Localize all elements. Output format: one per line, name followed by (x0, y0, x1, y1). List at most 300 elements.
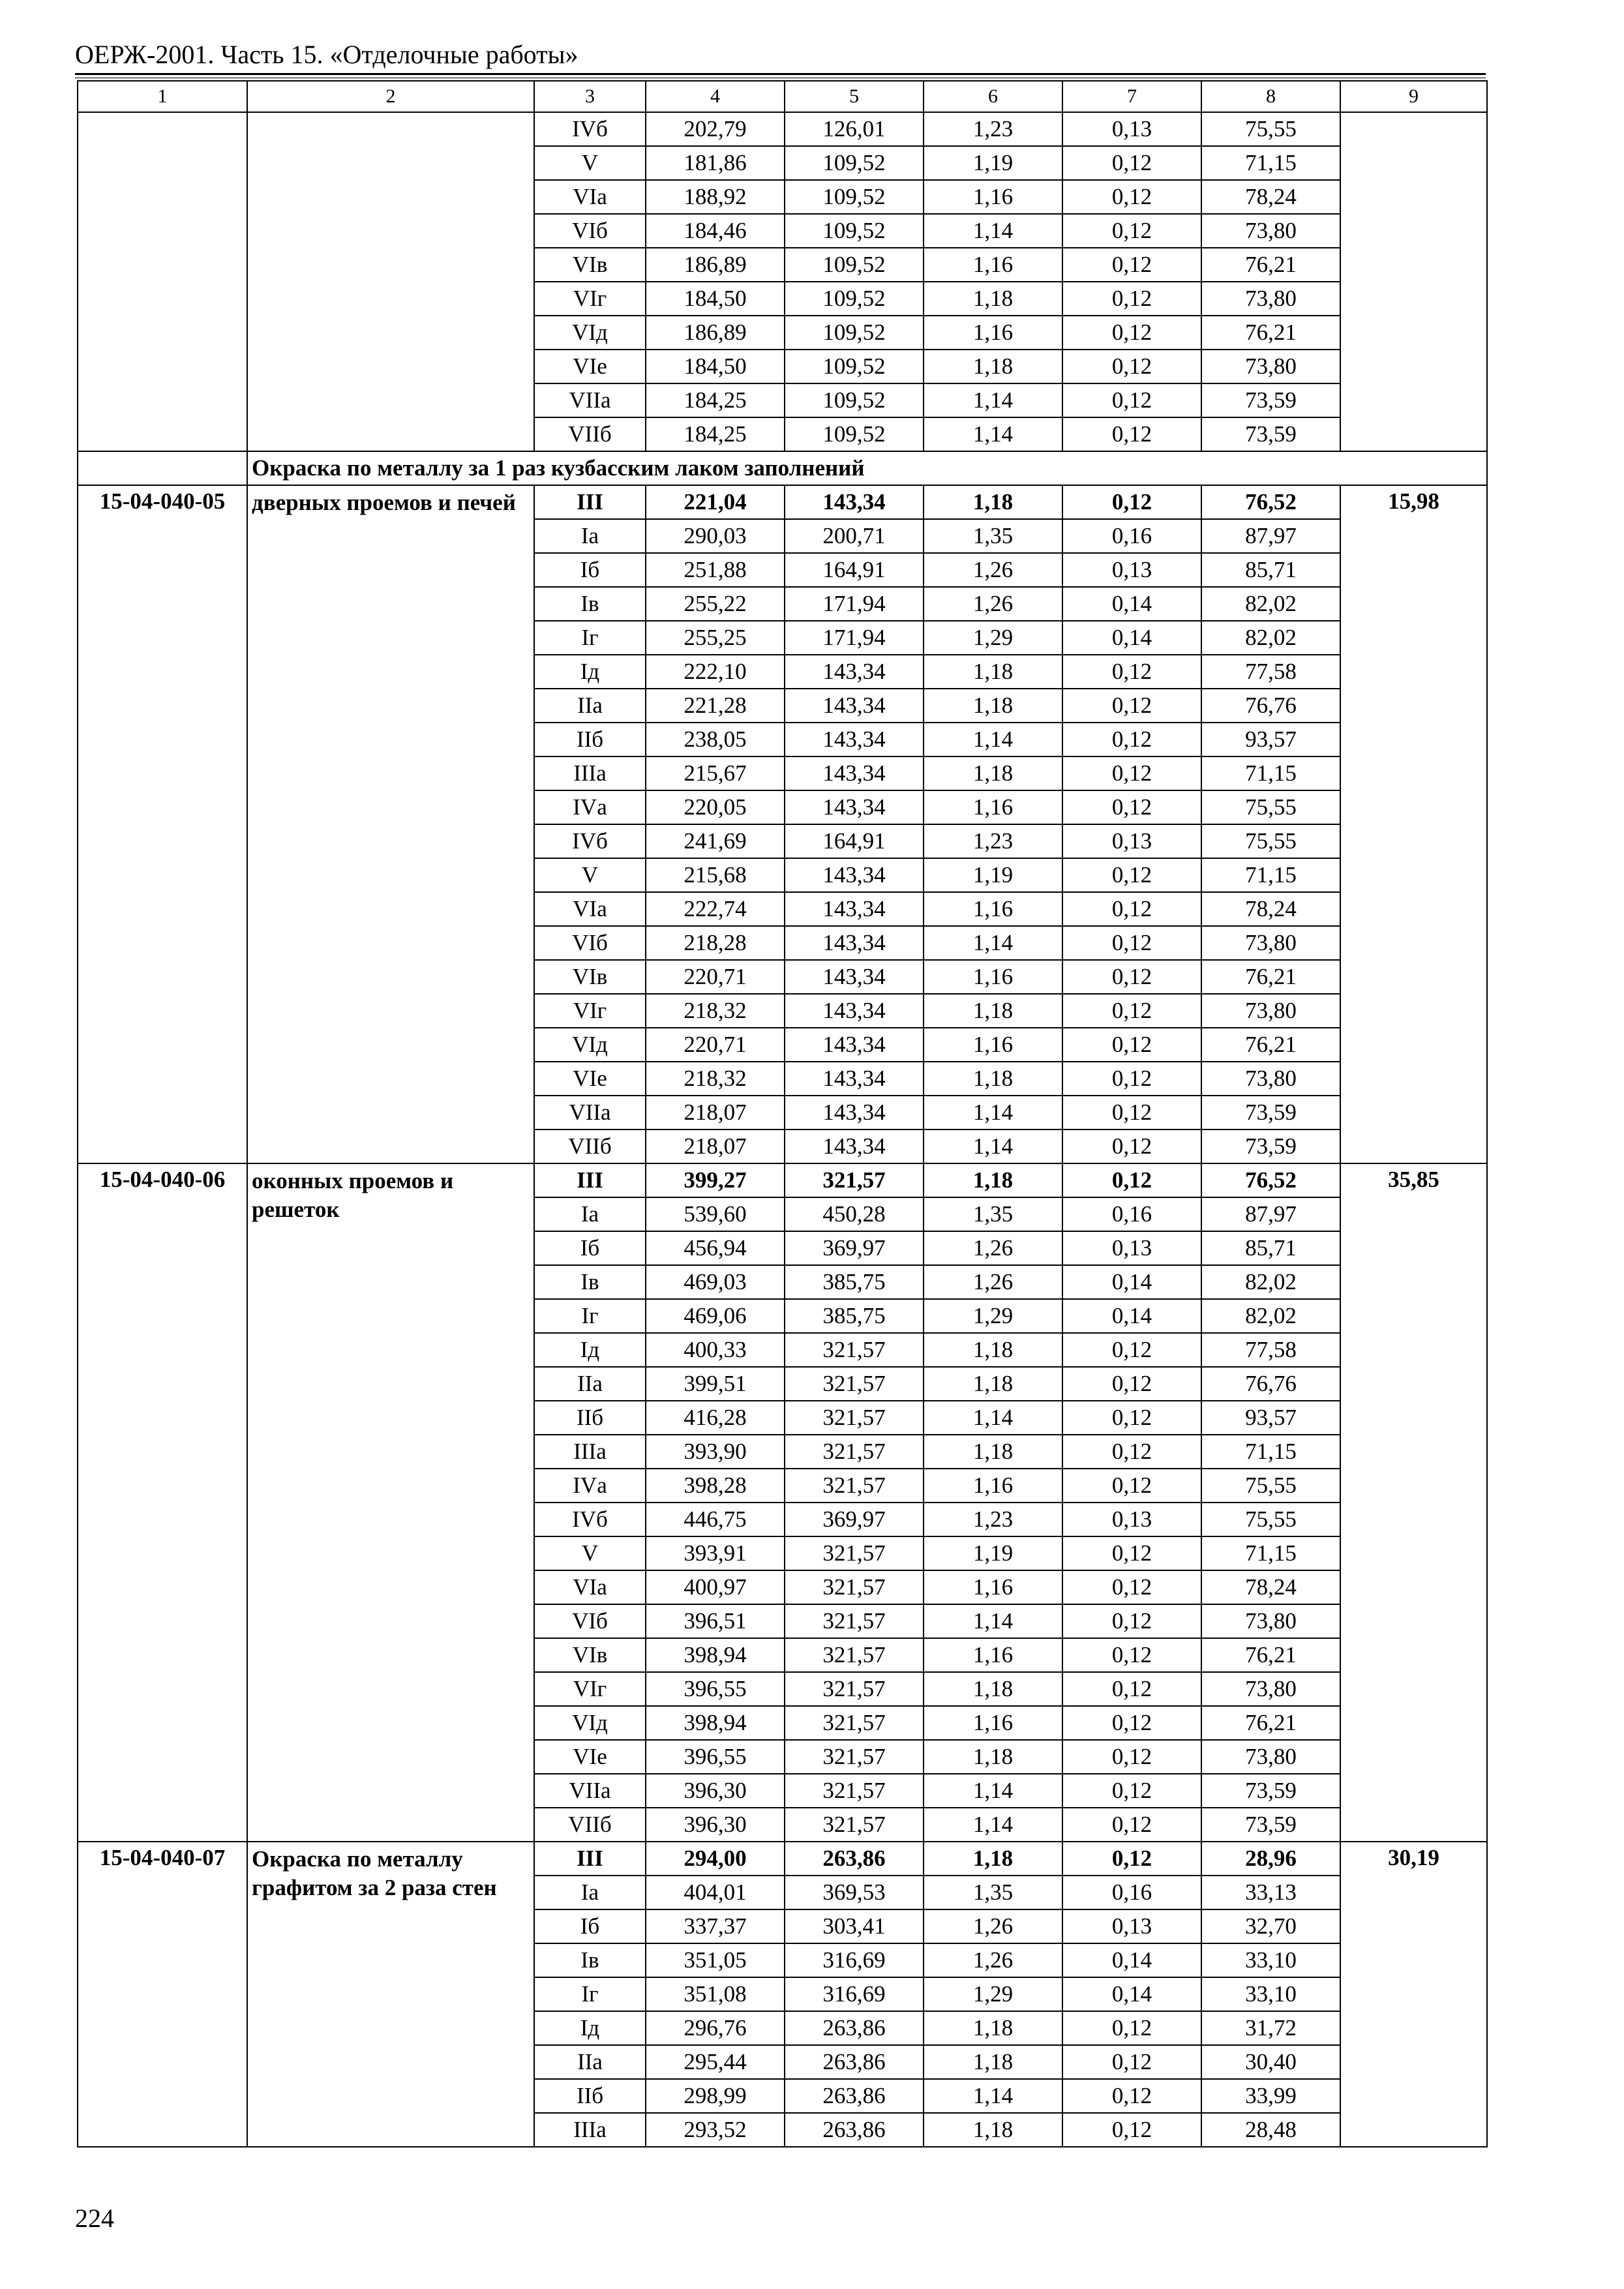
value-cell: 321,57 (785, 1333, 924, 1367)
value-cell: 143,34 (785, 892, 924, 926)
value-cell: IVа (534, 790, 646, 824)
value-cell: 71,15 (1201, 146, 1340, 180)
value-cell: 0,12 (1062, 180, 1201, 214)
value-cell: 0,12 (1062, 1062, 1201, 1096)
value-cell: 1,14 (924, 214, 1062, 248)
header-rule-thick (75, 73, 1486, 75)
value-cell: 241,69 (646, 824, 785, 858)
value-cell: VIг (534, 282, 646, 316)
value-cell: VIIб (534, 417, 646, 451)
value-cell: 30,40 (1201, 2045, 1340, 2079)
value-cell: 75,55 (1201, 1503, 1340, 1536)
value-cell: Iб (534, 1231, 646, 1265)
value-cell: 171,94 (785, 621, 924, 655)
value-cell: 263,86 (785, 2113, 924, 2147)
code-cell (78, 112, 247, 451)
value-cell: 188,92 (646, 180, 785, 214)
value-cell: 218,32 (646, 994, 785, 1028)
code-cell: 15-04-040-05 (78, 485, 247, 1163)
value-cell: 1,26 (924, 1265, 1062, 1299)
value-cell: 1,18 (924, 1163, 1062, 1197)
value-cell: 0,13 (1062, 1231, 1201, 1265)
value-cell: 469,03 (646, 1265, 785, 1299)
value-cell: 263,86 (785, 2045, 924, 2079)
value-cell: VIе (534, 1062, 646, 1096)
value-cell: 143,34 (785, 1028, 924, 1062)
value-cell: 456,94 (646, 1231, 785, 1265)
value-cell: 0,12 (1062, 1130, 1201, 1163)
value-cell: 143,34 (785, 723, 924, 756)
value-cell: 293,52 (646, 2113, 785, 2147)
value-cell: VIб (534, 926, 646, 960)
value-cell: 76,21 (1201, 1028, 1340, 1062)
value-cell: 93,57 (1201, 1401, 1340, 1435)
value-cell: 1,14 (924, 926, 1062, 960)
value-cell: 0,14 (1062, 621, 1201, 655)
value-cell: 75,55 (1201, 112, 1340, 146)
value-cell: VIIа (534, 1774, 646, 1808)
value-cell: 396,30 (646, 1808, 785, 1842)
value-cell: 73,80 (1201, 994, 1340, 1028)
value-cell: 109,52 (785, 417, 924, 451)
value-cell: 1,16 (924, 180, 1062, 214)
value-cell: 82,02 (1201, 1265, 1340, 1299)
code-cell: 15-04-040-06 (78, 1163, 247, 1842)
value-cell: 0,12 (1062, 316, 1201, 350)
value-cell: 298,99 (646, 2079, 785, 2113)
value-cell: 398,28 (646, 1469, 785, 1503)
value-cell: IIIа (534, 2113, 646, 2147)
value-cell: 0,12 (1062, 723, 1201, 756)
value-cell: 399,27 (646, 1163, 785, 1197)
value-cell: 85,71 (1201, 1231, 1340, 1265)
value-cell: 0,12 (1062, 655, 1201, 689)
value-cell: 0,12 (1062, 994, 1201, 1028)
value-cell: 215,68 (646, 858, 785, 892)
value-cell: 73,80 (1201, 282, 1340, 316)
value-cell: IIIа (534, 756, 646, 790)
value-cell: VIIа (534, 1096, 646, 1130)
value-cell: 181,86 (646, 146, 785, 180)
value-cell: 321,57 (785, 1401, 924, 1435)
value-cell: 0,12 (1062, 790, 1201, 824)
value-cell: 0,12 (1062, 146, 1201, 180)
value-cell: 73,59 (1201, 1096, 1340, 1130)
value-cell: Iб (534, 1909, 646, 1943)
value-cell: 87,97 (1201, 519, 1340, 553)
description-cell: Окраска по металлу графитом за 2 раза стен (247, 1842, 534, 2147)
value-cell: 1,18 (924, 1333, 1062, 1367)
value-cell: 32,70 (1201, 1909, 1340, 1943)
value-cell: 399,51 (646, 1367, 785, 1401)
value-cell: 78,24 (1201, 1570, 1340, 1604)
value-cell: 31,72 (1201, 2011, 1340, 2045)
value-cell: IVб (534, 112, 646, 146)
value-cell: 393,91 (646, 1536, 785, 1570)
value-cell: 0,12 (1062, 1163, 1201, 1197)
value-cell: V (534, 146, 646, 180)
value-cell: 0,12 (1062, 1638, 1201, 1672)
value-cell: 1,16 (924, 892, 1062, 926)
code-cell: 15-04-040-07 (78, 1842, 247, 2147)
value-cell: 0,14 (1062, 587, 1201, 621)
value-cell: 400,33 (646, 1333, 785, 1367)
value-cell: VIв (534, 960, 646, 994)
value-cell: IVб (534, 824, 646, 858)
value-cell: 220,71 (646, 960, 785, 994)
value-cell: 321,57 (785, 1706, 924, 1740)
value-cell: 303,41 (785, 1909, 924, 1943)
value-cell: 321,57 (785, 1570, 924, 1604)
value-cell: 0,12 (1062, 282, 1201, 316)
value-cell: 1,18 (924, 1740, 1062, 1774)
value-cell: 33,13 (1201, 1876, 1340, 1909)
value-cell: 218,07 (646, 1096, 785, 1130)
value-cell: 184,25 (646, 417, 785, 451)
value-cell: 109,52 (785, 350, 924, 383)
value-cell: 87,97 (1201, 1197, 1340, 1231)
column-number-cell: 6 (924, 81, 1062, 112)
value-cell: 0,12 (1062, 1740, 1201, 1774)
value-cell: 0,13 (1062, 1909, 1201, 1943)
value-cell: 369,53 (785, 1876, 924, 1909)
value-cell: 1,19 (924, 146, 1062, 180)
value-cell: 446,75 (646, 1503, 785, 1536)
value-cell: 400,97 (646, 1570, 785, 1604)
value-cell: 0,12 (1062, 214, 1201, 248)
value-cell: VIе (534, 350, 646, 383)
column-number-cell: 5 (785, 81, 924, 112)
value-cell: 143,34 (785, 689, 924, 723)
value-cell: 73,59 (1201, 383, 1340, 417)
value-cell: 82,02 (1201, 621, 1340, 655)
value-cell: 290,03 (646, 519, 785, 553)
value-cell: Iд (534, 2011, 646, 2045)
value-cell: 385,75 (785, 1299, 924, 1333)
value-cell: 76,21 (1201, 960, 1340, 994)
total-cell: 35,85 (1340, 1163, 1487, 1842)
value-cell: VIIа (534, 383, 646, 417)
value-cell: IVб (534, 1503, 646, 1536)
description-cell (247, 112, 534, 451)
value-cell: VIг (534, 994, 646, 1028)
value-cell: 143,34 (785, 790, 924, 824)
value-cell: 255,22 (646, 587, 785, 621)
value-cell: 33,99 (1201, 2079, 1340, 2113)
value-cell: 1,18 (924, 1062, 1062, 1096)
value-cell: 73,80 (1201, 1740, 1340, 1774)
value-cell: 220,05 (646, 790, 785, 824)
value-cell: 76,76 (1201, 689, 1340, 723)
value-cell: 296,76 (646, 2011, 785, 2045)
value-cell: 337,37 (646, 1909, 785, 1943)
value-cell: 71,15 (1201, 858, 1340, 892)
value-cell: 1,18 (924, 2045, 1062, 2079)
value-cell: 75,55 (1201, 824, 1340, 858)
value-cell: 0,12 (1062, 1706, 1201, 1740)
value-cell: 0,12 (1062, 383, 1201, 417)
value-cell: 398,94 (646, 1638, 785, 1672)
value-cell: 73,80 (1201, 1062, 1340, 1096)
value-cell: 294,00 (646, 1842, 785, 1876)
value-cell: 164,91 (785, 824, 924, 858)
value-cell: 0,16 (1062, 519, 1201, 553)
value-cell: 76,21 (1201, 1706, 1340, 1740)
value-cell: VIв (534, 248, 646, 282)
value-cell: 0,12 (1062, 1774, 1201, 1808)
value-cell: 0,14 (1062, 1265, 1201, 1299)
value-cell: 0,12 (1062, 1808, 1201, 1842)
value-cell: 263,86 (785, 2079, 924, 2113)
value-cell: Iг (534, 1299, 646, 1333)
value-cell: 143,34 (785, 994, 924, 1028)
value-cell: 73,80 (1201, 1604, 1340, 1638)
value-cell: 393,90 (646, 1435, 785, 1469)
value-cell: 1,18 (924, 655, 1062, 689)
value-cell: 0,12 (1062, 892, 1201, 926)
value-cell: 1,18 (924, 756, 1062, 790)
value-cell: Iа (534, 1197, 646, 1231)
value-cell: 73,80 (1201, 214, 1340, 248)
value-cell: 76,21 (1201, 1638, 1340, 1672)
value-cell: 0,12 (1062, 689, 1201, 723)
value-cell: 78,24 (1201, 892, 1340, 926)
value-cell: Iа (534, 1876, 646, 1909)
value-cell: 109,52 (785, 248, 924, 282)
value-cell: III (534, 485, 646, 519)
table-row (78, 485, 1487, 519)
value-cell: 221,28 (646, 689, 785, 723)
value-cell: 1,16 (924, 316, 1062, 350)
value-cell: 404,01 (646, 1876, 785, 1909)
value-cell: 321,57 (785, 1367, 924, 1401)
value-cell: 1,14 (924, 383, 1062, 417)
table-header-row (78, 81, 1487, 112)
value-cell: 143,34 (785, 655, 924, 689)
value-cell: 1,19 (924, 858, 1062, 892)
value-cell: VIв (534, 1638, 646, 1672)
value-cell: 0,13 (1062, 1503, 1201, 1536)
value-cell: 1,18 (924, 1672, 1062, 1706)
column-number-cell: 9 (1340, 81, 1487, 112)
value-cell: Iг (534, 1977, 646, 2011)
value-cell: 143,34 (785, 1130, 924, 1163)
value-cell: IIб (534, 723, 646, 756)
value-cell: 28,48 (1201, 2113, 1340, 2147)
value-cell: 1,18 (924, 2011, 1062, 2045)
value-cell: 0,12 (1062, 1028, 1201, 1062)
value-cell: 1,16 (924, 1706, 1062, 1740)
value-cell: 396,30 (646, 1774, 785, 1808)
value-cell: 75,55 (1201, 1469, 1340, 1503)
value-cell: 0,12 (1062, 756, 1201, 790)
value-cell: 109,52 (785, 146, 924, 180)
value-cell: IIа (534, 1367, 646, 1401)
value-cell: 0,12 (1062, 2113, 1201, 2147)
value-cell: 0,12 (1062, 485, 1201, 519)
value-cell: 73,80 (1201, 350, 1340, 383)
value-cell: 143,34 (785, 1096, 924, 1130)
value-cell: 0,13 (1062, 112, 1201, 146)
value-cell: 1,26 (924, 1909, 1062, 1943)
value-cell: 0,12 (1062, 1367, 1201, 1401)
value-cell: 73,59 (1201, 417, 1340, 451)
value-cell: 0,12 (1062, 2011, 1201, 2045)
value-cell: 218,28 (646, 926, 785, 960)
value-cell: 1,18 (924, 1435, 1062, 1469)
value-cell: 184,25 (646, 383, 785, 417)
value-cell: 321,57 (785, 1774, 924, 1808)
value-cell: 316,69 (785, 1943, 924, 1977)
value-cell: 0,12 (1062, 1435, 1201, 1469)
value-cell: 76,52 (1201, 485, 1340, 519)
value-cell: 0,12 (1062, 2045, 1201, 2079)
value-cell: 0,12 (1062, 1604, 1201, 1638)
value-cell: 215,67 (646, 756, 785, 790)
value-cell: Iд (534, 655, 646, 689)
value-cell: 0,12 (1062, 2079, 1201, 2113)
value-cell: 143,34 (785, 960, 924, 994)
value-cell: 218,07 (646, 1130, 785, 1163)
value-cell: 0,16 (1062, 1876, 1201, 1909)
value-cell: 539,60 (646, 1197, 785, 1231)
value-cell: 1,26 (924, 553, 1062, 587)
value-cell: IIб (534, 1401, 646, 1435)
value-cell: 255,25 (646, 621, 785, 655)
value-cell: III (534, 1163, 646, 1197)
column-number-cell: 7 (1062, 81, 1201, 112)
page-header-title: ОЕРЖ-2001. Часть 15. «Отделочные работы» (75, 40, 579, 69)
value-cell: 1,14 (924, 1401, 1062, 1435)
value-cell: 77,58 (1201, 1333, 1340, 1367)
value-cell: 0,12 (1062, 417, 1201, 451)
value-cell: 0,14 (1062, 1299, 1201, 1333)
value-cell: 1,14 (924, 1774, 1062, 1808)
value-cell: 76,76 (1201, 1367, 1340, 1401)
value-cell: VIг (534, 1672, 646, 1706)
value-cell: 71,15 (1201, 756, 1340, 790)
value-cell: VIб (534, 1604, 646, 1638)
value-cell: 186,89 (646, 248, 785, 282)
value-cell: 1,16 (924, 1638, 1062, 1672)
value-cell: 1,16 (924, 1469, 1062, 1503)
value-cell: IVа (534, 1469, 646, 1503)
column-number-cell: 4 (646, 81, 785, 112)
value-cell: 321,57 (785, 1435, 924, 1469)
value-cell: 75,55 (1201, 790, 1340, 824)
value-cell: 222,10 (646, 655, 785, 689)
value-cell: VIе (534, 1740, 646, 1774)
value-cell: IIа (534, 2045, 646, 2079)
value-cell: 1,35 (924, 1197, 1062, 1231)
value-cell: 1,19 (924, 1536, 1062, 1570)
value-cell: 143,34 (785, 926, 924, 960)
value-cell: 0,12 (1062, 1401, 1201, 1435)
value-cell: 321,57 (785, 1604, 924, 1638)
column-number-cell: 3 (534, 81, 646, 112)
value-cell: 1,16 (924, 1570, 1062, 1604)
total-cell (1340, 112, 1487, 451)
value-cell: 73,59 (1201, 1130, 1340, 1163)
value-cell: 1,18 (924, 1367, 1062, 1401)
value-cell: Iв (534, 1265, 646, 1299)
value-cell: VIд (534, 1706, 646, 1740)
value-cell: 0,12 (1062, 1536, 1201, 1570)
value-cell: 33,10 (1201, 1943, 1340, 1977)
value-cell: 71,15 (1201, 1435, 1340, 1469)
value-cell: 398,94 (646, 1706, 785, 1740)
value-cell: III (534, 1842, 646, 1876)
value-cell: VIа (534, 1570, 646, 1604)
value-cell: 1,14 (924, 1808, 1062, 1842)
value-cell: 73,80 (1201, 1672, 1340, 1706)
value-cell: 295,44 (646, 2045, 785, 2079)
value-cell: 316,69 (785, 1977, 924, 2011)
value-cell: 76,52 (1201, 1163, 1340, 1197)
value-cell: 1,14 (924, 1604, 1062, 1638)
value-cell: 202,79 (646, 112, 785, 146)
value-cell: 1,23 (924, 112, 1062, 146)
value-cell: 1,29 (924, 1299, 1062, 1333)
value-cell: 1,35 (924, 519, 1062, 553)
value-cell: 0,16 (1062, 1197, 1201, 1231)
value-cell: 351,05 (646, 1943, 785, 1977)
value-cell: 321,57 (785, 1672, 924, 1706)
value-cell: 1,14 (924, 1130, 1062, 1163)
value-cell: V (534, 858, 646, 892)
value-cell: 1,16 (924, 960, 1062, 994)
value-cell: 73,80 (1201, 926, 1340, 960)
value-cell: VIб (534, 214, 646, 248)
value-cell: 0,14 (1062, 1977, 1201, 2011)
value-cell: 1,26 (924, 587, 1062, 621)
value-cell: 1,18 (924, 2113, 1062, 2147)
value-cell: 321,57 (785, 1536, 924, 1570)
value-cell: 0,14 (1062, 1943, 1201, 1977)
value-cell: 109,52 (785, 282, 924, 316)
value-cell: 143,34 (785, 485, 924, 519)
column-number-cell: 8 (1201, 81, 1340, 112)
rates-table (77, 80, 1488, 2147)
value-cell: 1,29 (924, 621, 1062, 655)
value-cell: 1,18 (924, 689, 1062, 723)
value-cell: 396,55 (646, 1672, 785, 1706)
column-number-cell: 1 (78, 81, 247, 112)
value-cell: 184,46 (646, 214, 785, 248)
value-cell: 93,57 (1201, 723, 1340, 756)
value-cell: 28,96 (1201, 1842, 1340, 1876)
page-number: 224 (75, 2204, 114, 2233)
value-cell: 76,21 (1201, 316, 1340, 350)
value-cell: 416,28 (646, 1401, 785, 1435)
value-cell: 385,75 (785, 1265, 924, 1299)
value-cell: Iа (534, 519, 646, 553)
value-cell: VIа (534, 180, 646, 214)
value-cell: 1,18 (924, 282, 1062, 316)
value-cell: 0,13 (1062, 824, 1201, 858)
value-cell: 184,50 (646, 350, 785, 383)
value-cell: Iв (534, 587, 646, 621)
table-row (78, 1163, 1487, 1197)
value-cell: Iб (534, 553, 646, 587)
value-cell: 33,10 (1201, 1977, 1340, 2011)
value-cell: 263,86 (785, 2011, 924, 2045)
value-cell: 1,18 (924, 1842, 1062, 1876)
section-code-cell (78, 451, 247, 485)
description-cell: оконных проемов и решеток (247, 1163, 534, 1842)
value-cell: 1,18 (924, 994, 1062, 1028)
value-cell: VIа (534, 892, 646, 926)
